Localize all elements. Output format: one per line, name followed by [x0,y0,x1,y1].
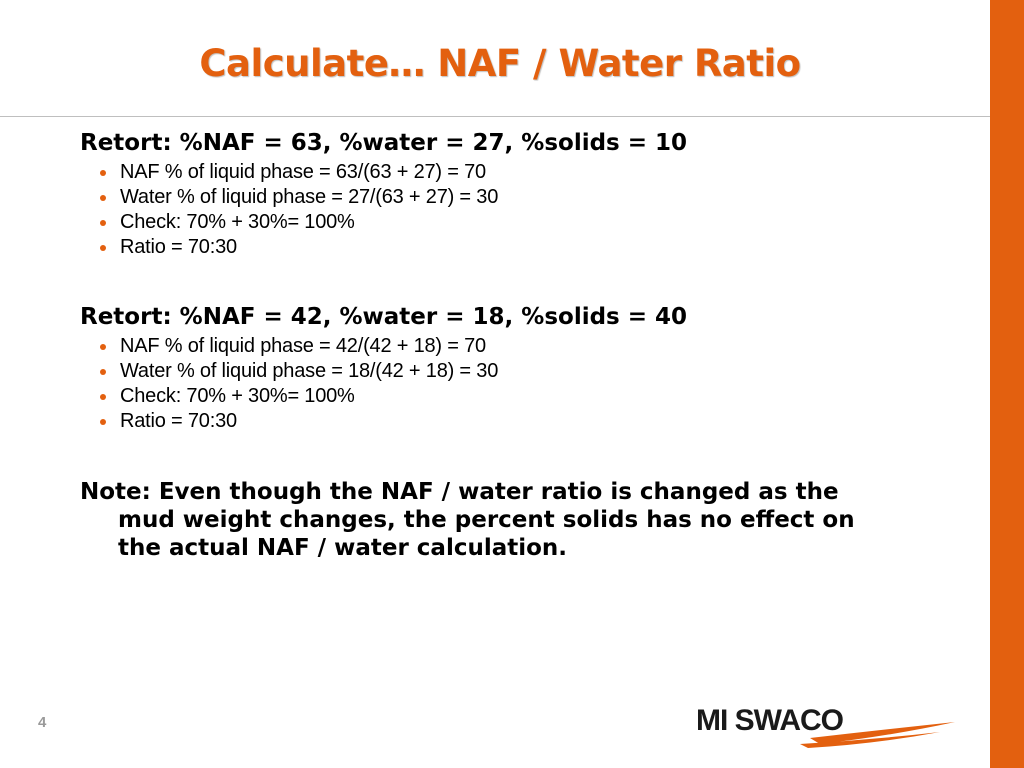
page-number: 4 [38,714,47,731]
bullet-icon [100,195,106,201]
bullet-item: NAF % of liquid phase = 42/(42 + 18) = 70 [100,334,980,359]
bullet-icon [100,170,106,176]
bullet-item: Ratio = 70:30 [100,235,980,260]
mi-swaco-logo [690,700,960,750]
bullet-item: Ratio = 70:30 [100,409,980,434]
bullet-icon [100,220,106,226]
bullet-item: NAF % of liquid phase = 63/(63 + 27) = 70 [100,160,980,185]
note-line: Note: Even though the NAF / water ratio is changed as the [80,479,839,505]
bullet-list [80,334,980,434]
title-divider [0,116,990,117]
logo-text: MI SWACO [696,704,843,737]
bullet-item: Check: 70% + 30%= 100% [100,384,980,409]
note-line: the actual NAF / water calculation. [118,535,568,561]
section-heading: Retort: %NAF = 42, %water = 18, %solids = 40 [80,304,688,330]
bullet-item: Water % of liquid phase = 27/(63 + 27) = 30 [100,185,980,210]
right-accent-bar [990,0,1024,768]
note-paragraph [80,478,940,562]
note-line: mud weight changes, the percent solids has no effect on [118,507,855,533]
bullet-icon [100,245,106,251]
bullet-icon [100,419,106,425]
bullet-item: Water % of liquid phase = 18/(42 + 18) = 30 [100,359,980,384]
bullet-item: Check: 70% + 30%= 100% [100,210,980,235]
bullet-icon [100,394,106,400]
bullet-icon [100,344,106,350]
retort-section-2 [80,302,980,434]
slide-title: Calculate… NAF / Water Ratio [199,42,801,85]
section-heading: Retort: %NAF = 63, %water = 27, %solids = 10 [80,130,688,156]
retort-section-1 [80,128,980,260]
bullet-list [80,160,980,260]
bullet-icon [100,369,106,375]
